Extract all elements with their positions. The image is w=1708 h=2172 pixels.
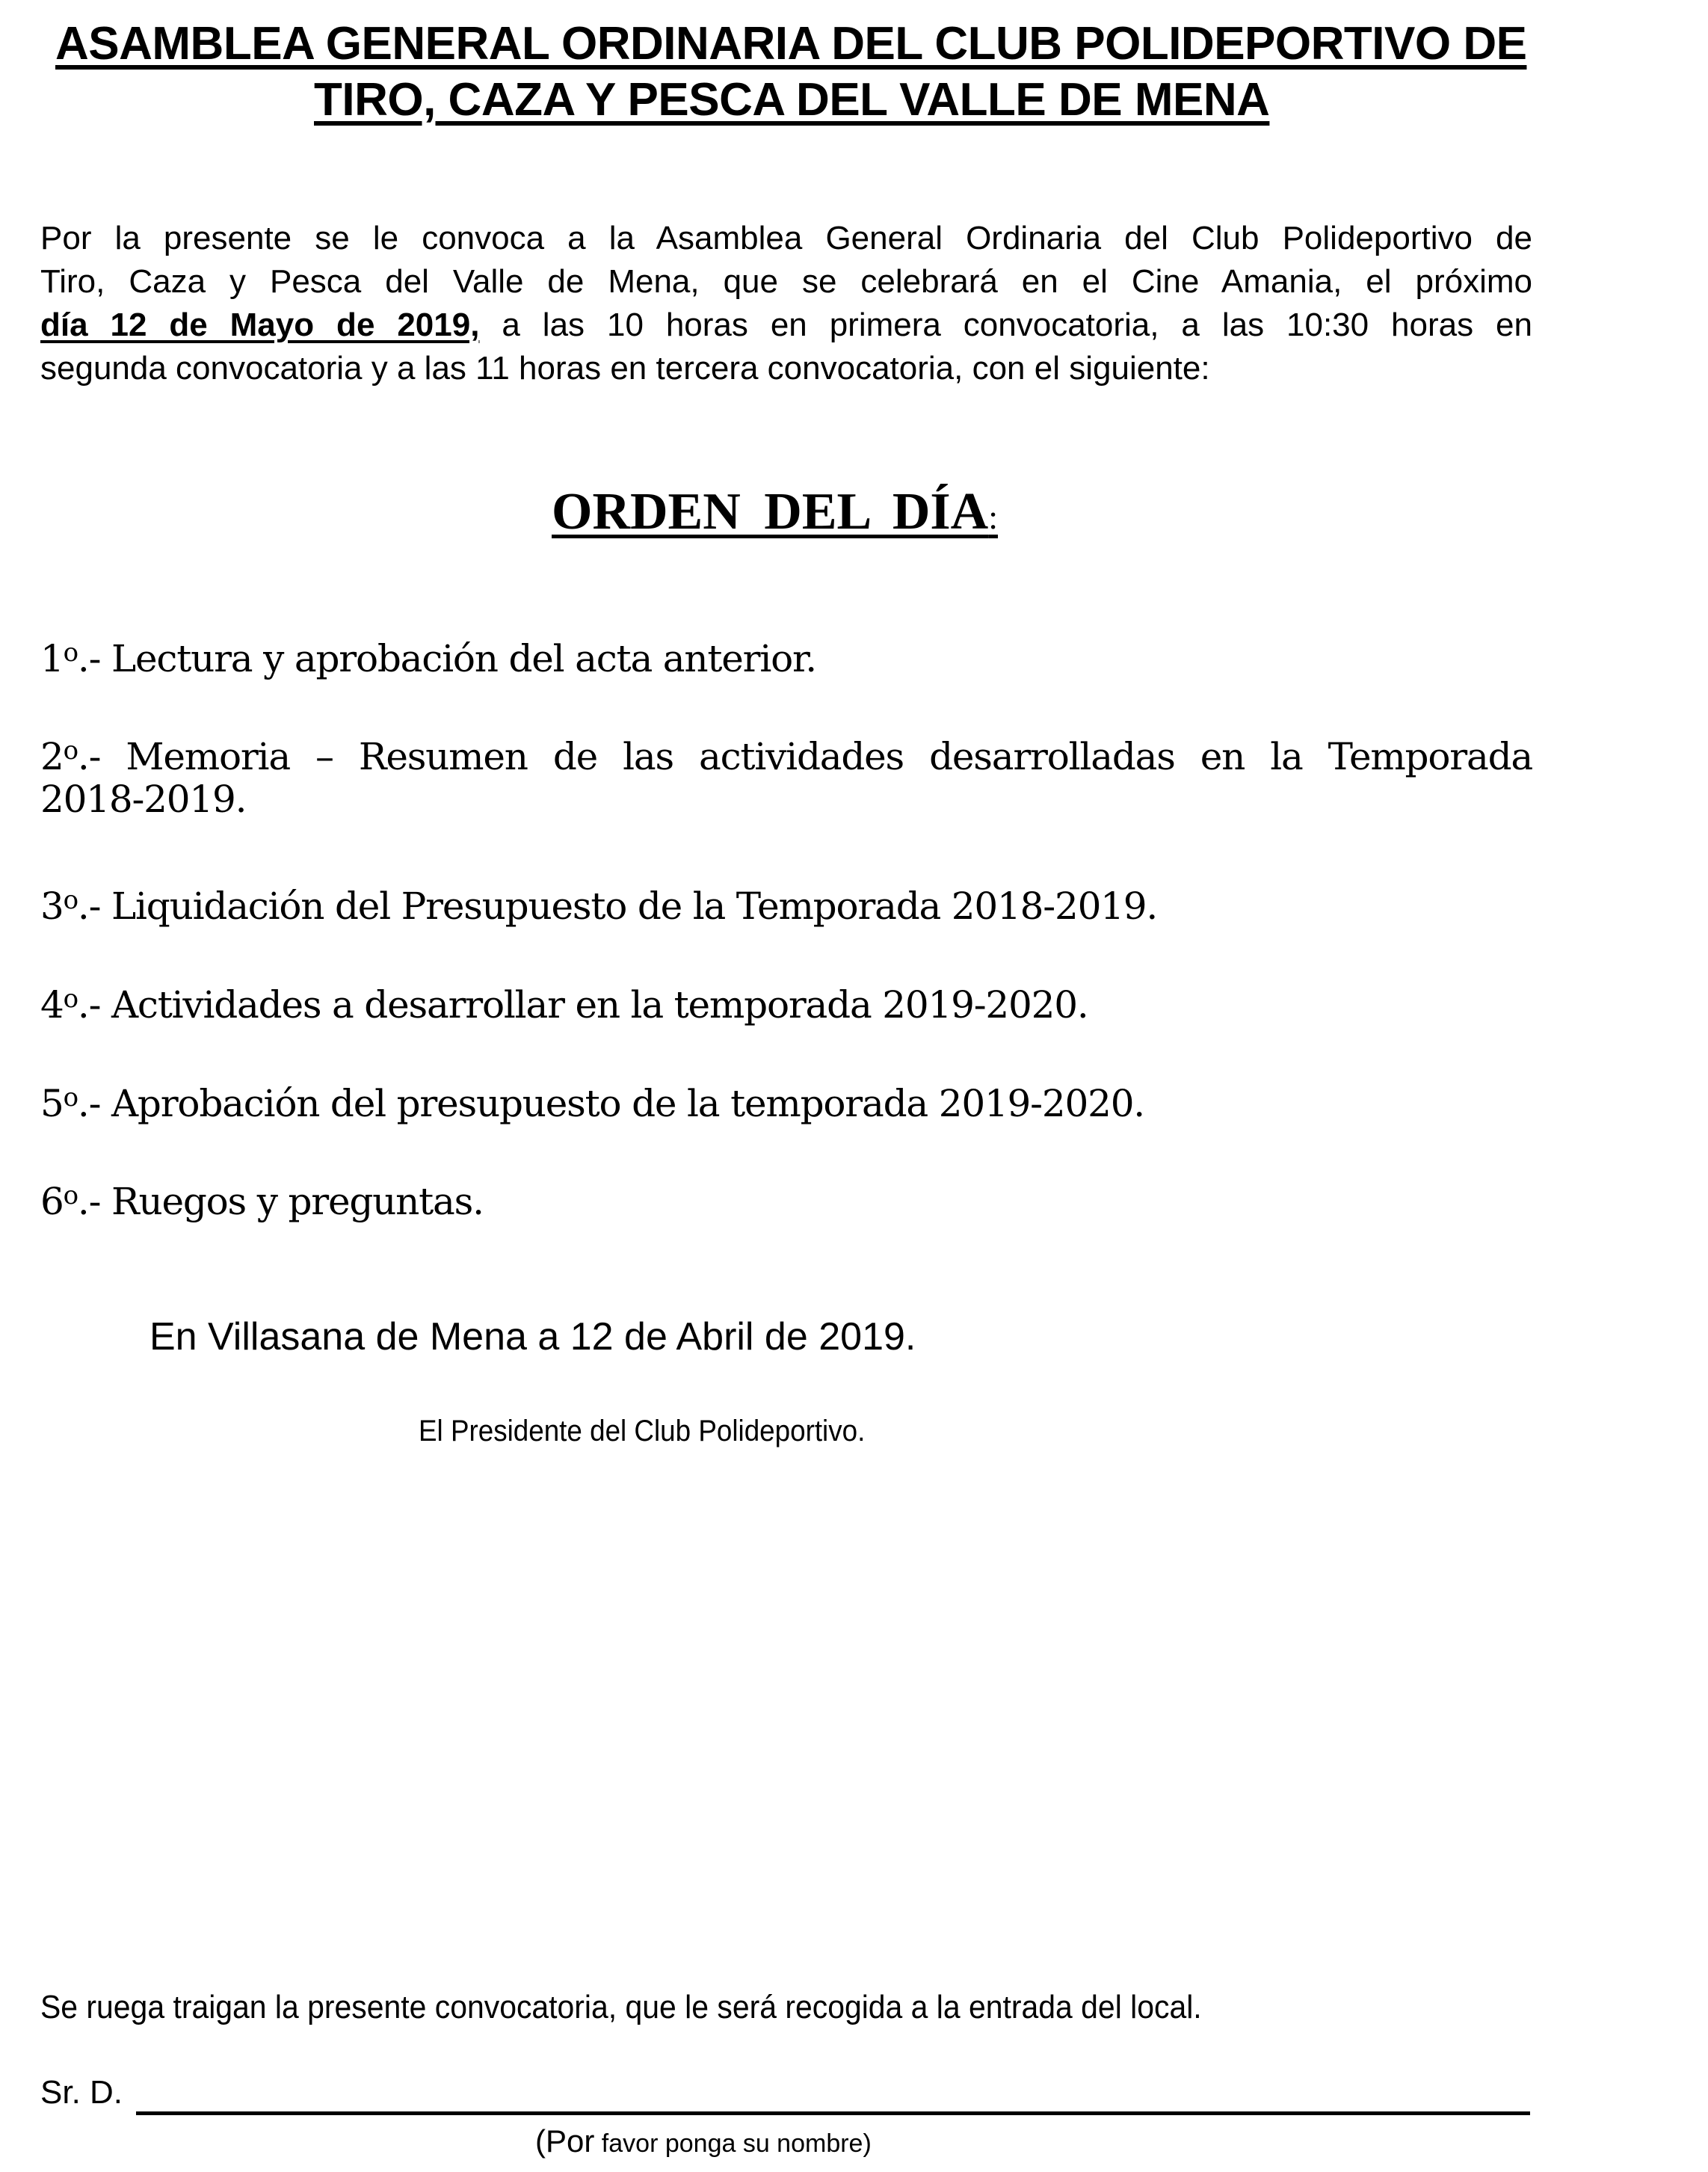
item-separator: .- [77,983,111,1027]
item-number: 5 [40,1082,64,1125]
item-text: Memoria – Resumen de las actividades desarrolladas en la Temporada [126,735,1532,778]
ordinal-mark: o [63,1181,78,1210]
name-field-label: Sr. D. [40,2074,123,2111]
attendance-notice: Se ruega traigan la presente convocatoria, que le será recogida a la entrada del local. [40,1989,1202,2025]
item-text: Aprobación del presupuesto de la temporada 2019-2020. [111,1082,1145,1125]
document-title-line-2: TIRO, CAZA Y PESCA DEL VALLE DE MENA [314,74,1270,126]
document-title-line-1: ASAMBLEA GENERAL ORDINARIA DEL CLUB POLIDEPORTIVO DE [55,18,1527,70]
name-field-line[interactable] [136,2111,1530,2115]
hint-text-small: favor ponga su nombre) [594,2129,872,2158]
item-separator: .- [77,1180,111,1223]
item-text: Liquidación del Presupuesto de la Temporada 2018-2019. [111,885,1158,928]
ordinal-mark: o [63,885,78,915]
agenda-item-3 [40,879,1157,928]
item-number: 6 [40,1180,64,1223]
item-number: 2 [40,735,64,778]
item-number: 4 [40,983,64,1027]
item-number: 1 [40,637,64,680]
item-separator: .- [77,637,111,680]
convocation-paragraph [40,217,1532,390]
convocation-line-3 [40,304,1532,347]
item-text: Ruegos y preguntas. [111,1180,484,1223]
convocation-line-1: Por la presente se le convoca a la Asamblea General Ordinaria del Club Polideportivo de [40,220,1532,256]
convocation-line-2: Tiro, Caza y Pesca del Valle de Mena, que se celebrará en el Cine Amania, el próximo [40,263,1532,300]
item-separator: .- [77,885,111,928]
ordinal-mark: o [63,1083,78,1113]
item-text: Lectura y aprobación del acta anterior. [111,637,816,680]
hint-text-large: (Por [535,2123,595,2159]
item-text: Actividades a desarrollar en la temporada 2019-2020. [111,983,1088,1027]
item-line-1 [40,730,1532,778]
convocation-line-3-rest: a las 10 horas en primera convocatoria, a las 10:30 horas en [479,307,1532,343]
ordinal-mark: o [63,984,78,1014]
agenda-item-4 [40,978,1088,1027]
agenda-heading [552,483,998,541]
convocation-line-4: segunda convocatoria y a las 11 horas en tercera convocatoria, con el siguiente: [40,350,1210,387]
agenda-heading-colon: : [988,498,998,536]
name-field-hint [535,2123,872,2159]
ordinal-mark: o [63,638,78,668]
agenda-item-1 [40,632,816,680]
signature-line: El Presidente del Club Polideportivo. [419,1415,866,1448]
item-number: 3 [40,885,64,928]
agenda-item-5 [40,1077,1144,1125]
place-and-date: En Villasana de Mena a 12 de Abril de 2019. [149,1315,916,1359]
agenda-item-2 [40,730,1532,821]
item-separator: .- [77,1082,111,1125]
item-separator: .- [77,735,126,778]
agenda-heading-text: ORDEN DEL DÍA [552,483,989,541]
ordinal-mark: o [63,736,78,766]
meeting-date: día 12 de Mayo de 2019, [40,307,480,343]
item-line-2: 2018-2019. [40,778,247,821]
agenda-item-6 [40,1175,484,1223]
